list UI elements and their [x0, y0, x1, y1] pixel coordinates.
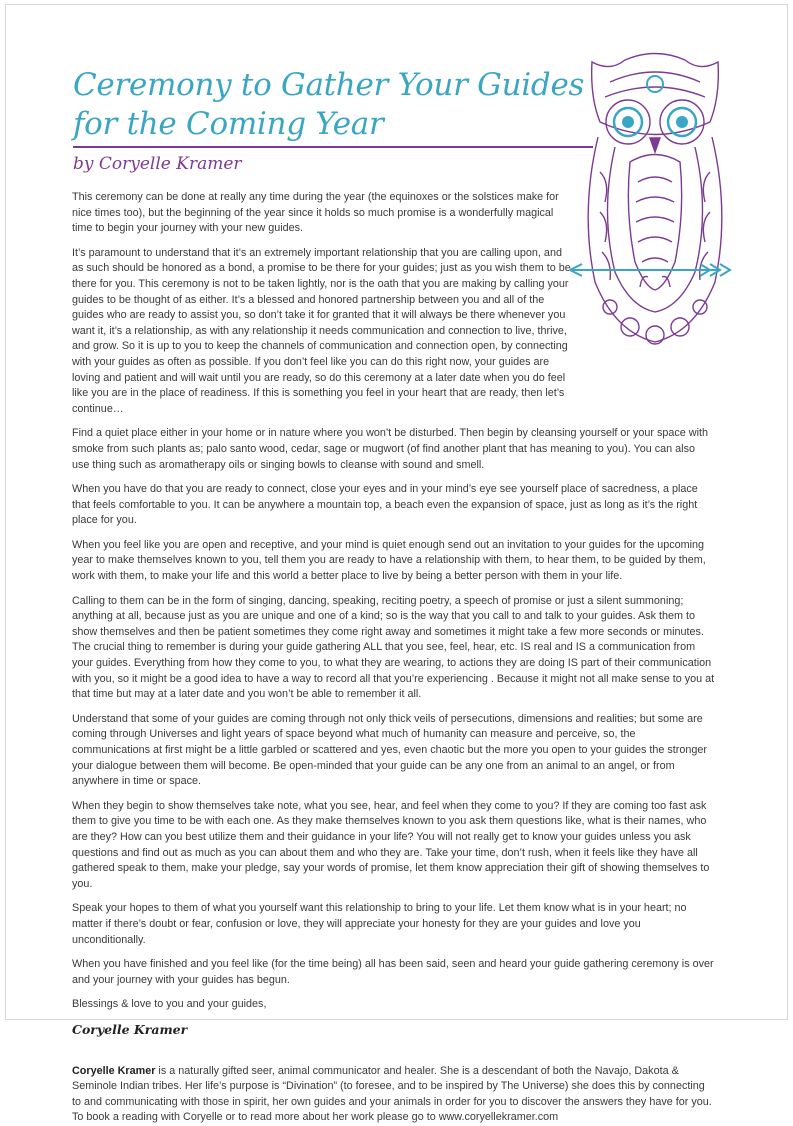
- paragraph: When you have finished and you feel like (for the time being) all has been said, seen and heard your guide gathering ceremony is over and your journey with your guides has begun.: [72, 958, 714, 986]
- paragraph: Calling to them can be in the form of singing, dancing, speaking, reciting poetry, a speech of promise or just a silent summoning; anything at all, because just as you are unique and one of a kind; so is the way that you call to and talk to your guides. Ask them to show themselves and then be patient sometimes they come right away and sometimes it might take a few more seconds or minutes. The crucial thing to remember is during your guide gathering ALL that you see, feel, hear, etc. IS real and IS a communication from your guides. Everything from how they come to you, to what they are wearing, to actions they are doing IS part of their communication with you, so it might be a good idea to have a way to record all that you’re experiencing . Because it might not all make sense to you at that time but may at a later date and you won’t be able to remember it all.: [72, 594, 715, 701]
- paragraph: This ceremony can be done at really any time during the year (the equinoxes or the solstices make for nice times too), but the beginning of the year since it holds so much promise is a wonderfully magical time to begin your journey with your new guides.: [72, 191, 559, 235]
- paragraph: It’s paramount to understand that it’s an extremely important relationship that you are calling upon, and as such should be honored as a bond, a promise to be there for your guides; just as you wish them to be there for you. This ceremony is not to be taken lightly, nor is the oath that you are making by calling your guides to be thought of as either. It’s a blessed and honored partnership between you and all of the guides who are ready to assist you, so don’t take it for granted that it will always be there whenever you want it, it’s a relationship, as with any relationship it needs communication and connection to live, thrive, and grow. So it is up to you to keep the channels of communication and connection open, by connecting with your guides as often as possible. If you don’t feel like you can do this right now, your guides are loving and patient and will wait until you are ready, so do this ceremony at a later date when you do feel like you are in the place of readiness. If this is something you feel in your heart that are ready, then let’s continue…: [72, 246, 571, 415]
- closing-line: Blessings & love to you and your guides,: [72, 998, 267, 1011]
- article-body: [72, 190, 715, 1126]
- author-bio: [72, 1064, 715, 1126]
- author-byline: by Coryelle Kramer: [73, 154, 242, 174]
- bio-author-name: Coryelle Kramer: [72, 1064, 156, 1077]
- paragraph: When they begin to show themselves take note, what you see, hear, and feel when they come to you? If they are coming too fast ask them to give you time to be with each one. As they make themselves known to you ask them questions like, what is their names, who are they? How can you best utilize them and their guidance in your life? You will not really get to know your guides unless you ask questions and find out as much as you can about them and who they are. Take your time, don’t rush, when it feels like they have all gathered speak to them, make your pledge, say your words of promise, let them know appreciation their gift of showing themselves to you.: [72, 799, 710, 890]
- title-line-2: for the Coming Year: [73, 106, 384, 142]
- author-signature: Coryelle Kramer: [72, 1021, 188, 1037]
- title-divider: [73, 146, 593, 148]
- paragraph: When you have do that you are ready to connect, close your eyes and in your mind’s eye see yourself place of sacredness, a place that feels comfortable to you. It can be anywhere a mountain top, a beach even the expansion of space, just as long as it’s the right place for you.: [72, 483, 698, 527]
- paragraph: Understand that some of your guides are coming through not only thick veils of persecutions, dimensions and realities; but some are coming through Universes and light years of space beyond what much of humanity can measure and perceive, so, the communications at first might be a little garbled or scattered and yes, even chaotic but the more you open to your guides the stronger your dialogue between them will become. Be open-minded that your guide can be any one from an animal to an angel, or from anywhere in time or space.: [72, 712, 707, 788]
- paragraph: When you feel like you are open and receptive, and your mind is quiet enough send out an invitation to your guides for the upcoming year to make themselves known to you, tell them you are ready to have a relationship with them, to hear them, to be guided by them, work with them, to make your life and this world a better place to live by being a better person with them in your life.: [72, 538, 706, 583]
- article-title: [73, 66, 584, 144]
- paragraph: Find a quiet place either in your home or in nature where you won’t be disturbed. Then begin by cleansing yourself or your space with smoke from such plants as; palo santo wood, cedar, sage or mugwort (of find another plant that has meaning to you). You can also use thing such as aromatherapy oils or singing bowls to cleanse with sound and smell.: [72, 427, 708, 471]
- title-line-1: Ceremony to Gather Your Guides: [73, 67, 585, 103]
- bio-text: is a naturally gifted seer, animal communicator and healer. She is a descendant of both the Navajo, Dakota & Seminole Indian tribes. Her life’s purpose is “Divination” (to foresee, and to be inspired by The Universe) she does this by connecting to and communicating with those in spirit, her own guides and your animals in order for you to discover the answers they have for you. To book a reading with Coryelle or to read more about her work please go to www.coryellekramer.com: [72, 1064, 712, 1124]
- paragraph: Speak your hopes to them of what you yourself want this relationship to bring to your life. Let them know what is in your heart; no matter if there’s doubt or fear, confusion or love, they will appreciate your honesty for they are your guides and love you unconditionally.: [72, 902, 687, 946]
